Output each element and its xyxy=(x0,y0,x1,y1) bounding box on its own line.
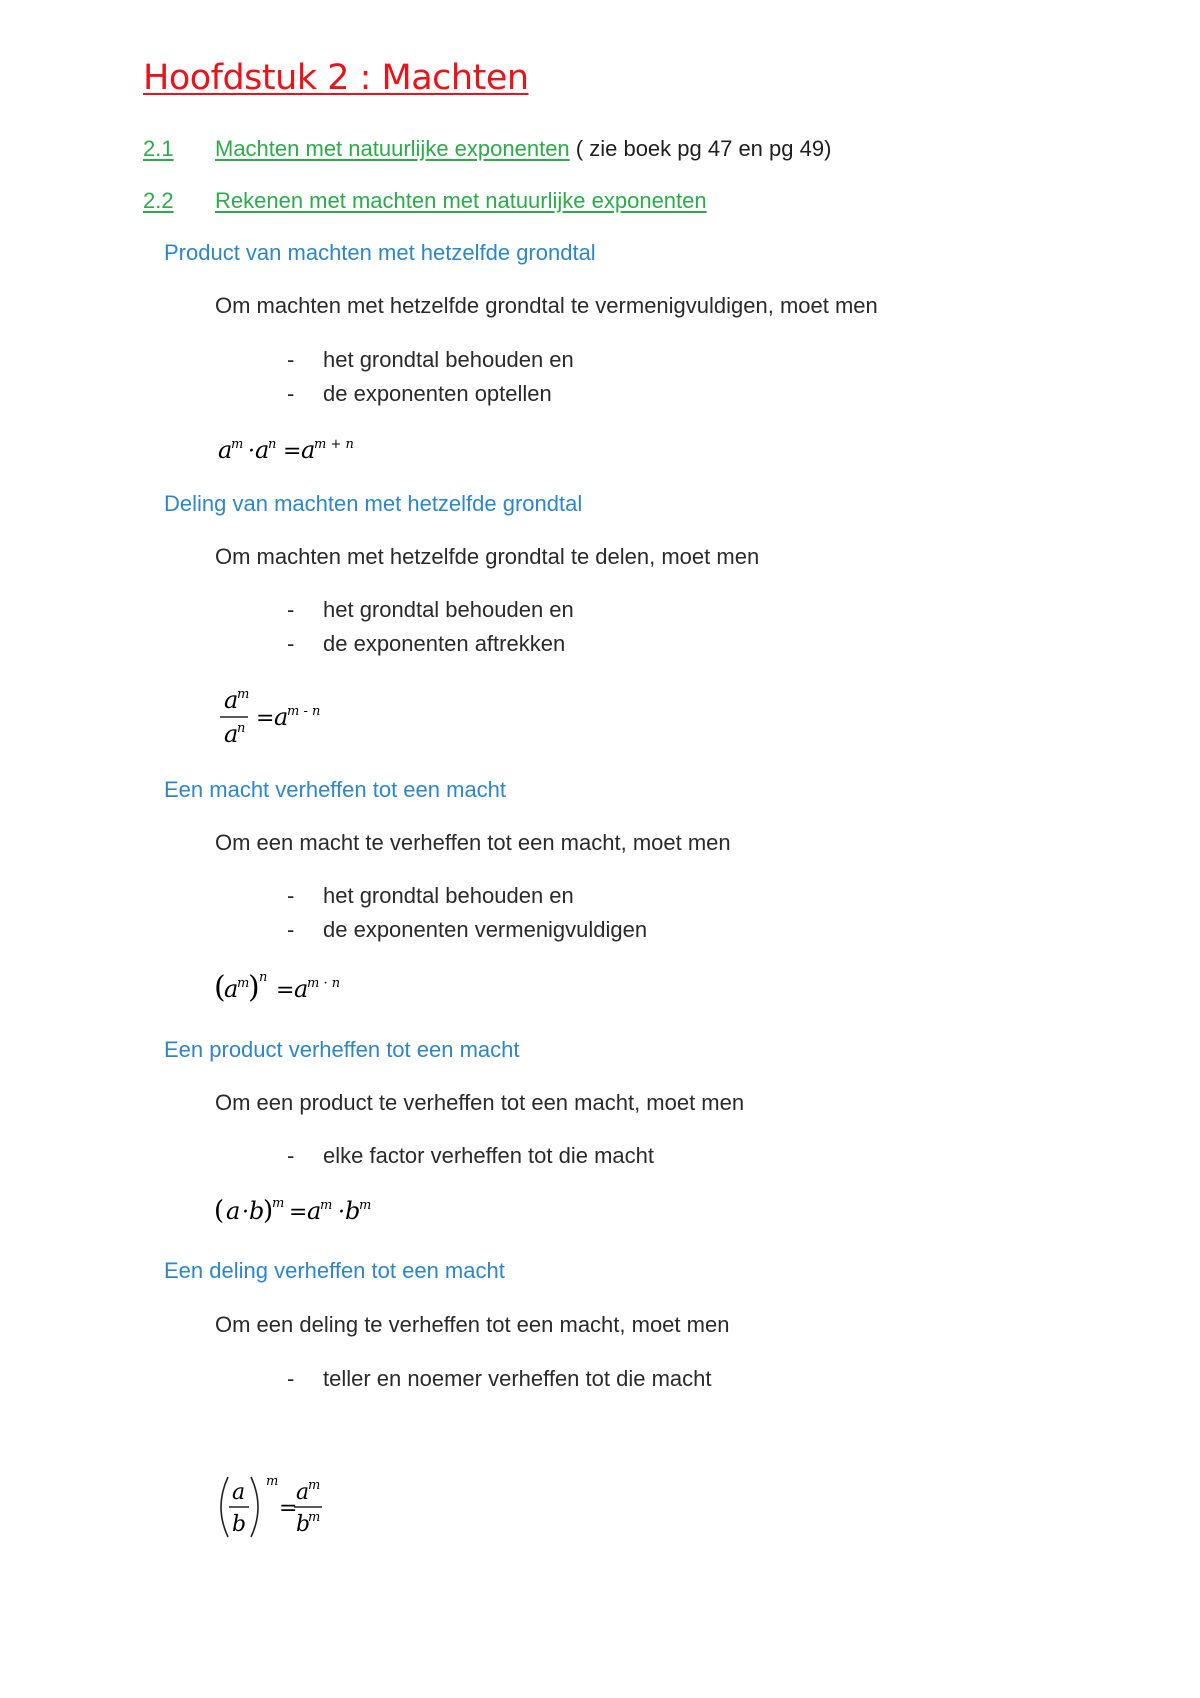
close-paren: ) xyxy=(248,970,260,1005)
list-item xyxy=(287,917,647,943)
rule-heading: Een macht verheffen tot een macht xyxy=(164,777,507,802)
section-number: 2.2 xyxy=(143,188,174,213)
list-item-text: het grondtal behouden en xyxy=(323,597,574,622)
denominator-exp: n xyxy=(237,721,246,736)
list-dash: - xyxy=(287,1366,295,1391)
equals: = xyxy=(279,1496,298,1521)
rule-intro: Om een product te verheffen tot een macht, moet men xyxy=(215,1090,745,1115)
close-paren: ) xyxy=(263,1196,274,1226)
rule-intro: Om een macht te verheffen tot een macht, moet men xyxy=(215,830,731,855)
list-item-text: teller en noemer verheffen tot die macht xyxy=(323,1366,712,1391)
rule-heading: Product van machten met hetzelfde grondtal xyxy=(164,240,596,265)
section-2-2 xyxy=(143,188,707,214)
list-item-text: de exponenten aftrekken xyxy=(323,631,566,656)
list-item-text: de exponenten optellen xyxy=(323,381,552,406)
formula-power-of-quotient xyxy=(214,1471,374,1555)
equals: = xyxy=(256,706,275,731)
base-a: a xyxy=(218,436,233,464)
section-number: 2.1 xyxy=(143,136,174,161)
formula-product-svg xyxy=(214,428,374,468)
base-b: b xyxy=(249,1197,265,1225)
exp-m: m xyxy=(359,1198,372,1213)
list-item-text: elke factor verheffen tot die macht xyxy=(323,1143,654,1168)
denominator-b: b xyxy=(232,1512,247,1537)
formula-quotient xyxy=(214,682,374,756)
rule-heading: Deling van machten met hetzelfde grondtal xyxy=(164,491,583,516)
section-title: Rekenen met machten met natuurlijke exponenten xyxy=(215,188,707,213)
exp-m: m xyxy=(231,437,244,452)
denominator-b: b xyxy=(296,1512,311,1537)
list-item-text: het grondtal behouden en xyxy=(323,347,574,372)
exp-n: n xyxy=(268,437,277,452)
open-paren xyxy=(221,1477,228,1537)
numerator-a: a xyxy=(296,1480,310,1505)
section-2-1 xyxy=(143,136,831,162)
base-a: a xyxy=(255,436,270,464)
numerator-a: a xyxy=(232,1480,246,1505)
exp-sum: m + n xyxy=(314,437,354,452)
list-dash: - xyxy=(287,917,295,942)
exp-m: m xyxy=(237,976,250,991)
list-dash: - xyxy=(287,631,295,656)
dot: · xyxy=(248,439,255,464)
list-item-text: het grondtal behouden en xyxy=(323,883,574,908)
list-dash: - xyxy=(287,1143,295,1168)
base-b: b xyxy=(345,1197,361,1225)
numerator-a: a xyxy=(224,686,239,714)
exp-n: n xyxy=(259,970,268,985)
base-a: a xyxy=(294,975,309,1003)
list-item xyxy=(287,381,552,407)
formula-quotient-svg xyxy=(214,682,374,752)
dot: · xyxy=(338,1200,345,1225)
list-item xyxy=(287,347,574,373)
rule-heading: Een product verheffen tot een macht xyxy=(164,1037,520,1062)
rule-intro: Om machten met hetzelfde grondtal te vermenigvuldigen, moet men xyxy=(215,293,878,318)
list-dash: - xyxy=(287,347,295,372)
equals: = xyxy=(289,1200,308,1225)
close-paren xyxy=(251,1477,258,1537)
rule-heading: Een deling verheffen tot een macht xyxy=(164,1258,505,1283)
exp-m: m xyxy=(320,1198,333,1213)
exp-diff: m - n xyxy=(287,704,321,719)
list-dash: - xyxy=(287,883,295,908)
equals: = xyxy=(283,439,302,464)
dot: · xyxy=(242,1200,249,1225)
list-item xyxy=(287,631,565,657)
formula-power-of-product xyxy=(214,1191,394,1235)
list-item xyxy=(287,883,574,909)
rule-intro: Om machten met hetzelfde grondtal te delen, moet men xyxy=(215,544,760,569)
exp-m: m xyxy=(272,1196,285,1211)
exp-m: m xyxy=(308,1478,321,1493)
base-a: a xyxy=(307,1197,322,1225)
formula-power-of-quotient-svg xyxy=(214,1471,374,1551)
list-dash: - xyxy=(287,381,295,406)
formula-power-of-power-svg xyxy=(214,965,374,1009)
formula-power-of-power xyxy=(214,965,374,1013)
section-title: Machten met natuurlijke exponenten xyxy=(215,136,570,161)
base-a: a xyxy=(274,703,289,731)
list-item xyxy=(287,1143,654,1169)
section-note: ( zie boek pg 47 en pg 49) xyxy=(569,136,832,161)
open-paren: ( xyxy=(214,970,226,1005)
base-a: a xyxy=(301,436,316,464)
denominator-a: a xyxy=(224,720,239,748)
list-item xyxy=(287,597,574,623)
formula-power-of-product-svg xyxy=(214,1191,394,1231)
base-a: a xyxy=(226,1197,241,1225)
list-item xyxy=(287,1366,711,1392)
equals: = xyxy=(276,978,295,1003)
exp-product: m · n xyxy=(307,976,341,991)
formula-product xyxy=(214,428,374,472)
open-paren: ( xyxy=(214,1196,225,1226)
base-a: a xyxy=(224,975,239,1003)
numerator-exp: m xyxy=(237,687,250,702)
exp-m: m xyxy=(308,1510,321,1525)
rule-intro: Om een deling te verheffen tot een macht, moet men xyxy=(215,1312,730,1337)
list-dash: - xyxy=(287,597,295,622)
list-item-text: de exponenten vermenigvuldigen xyxy=(323,917,648,942)
page-title: Hoofdstuk 2 : Machten xyxy=(143,58,529,98)
exp-m: m xyxy=(266,1474,279,1489)
